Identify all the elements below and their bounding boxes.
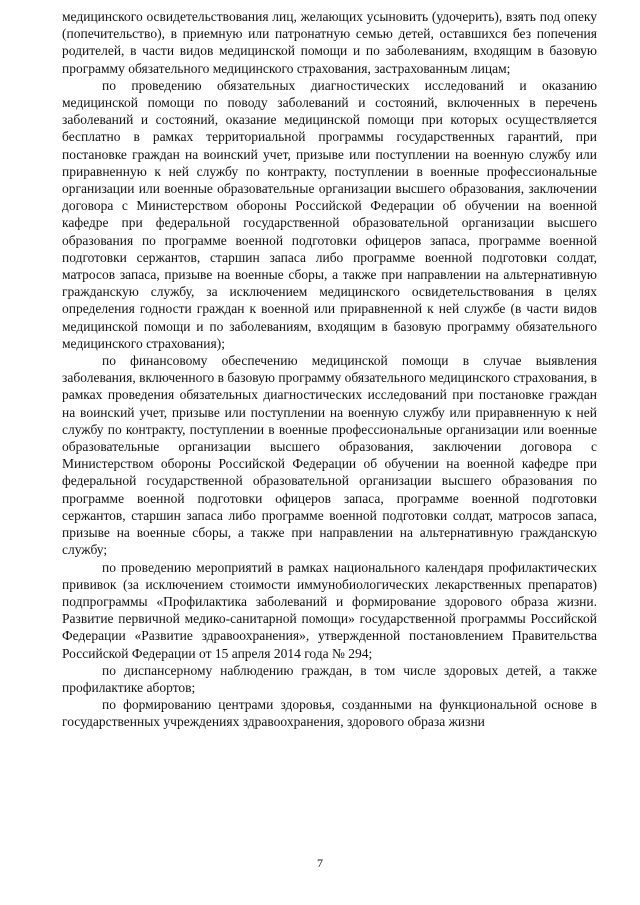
paragraph-dispensary-observation: по диспансерному наблюдению граждан, в том числе здоровых детей, а также профилактике абортов;	[62, 662, 597, 695]
paragraph-vaccination-calendar: по проведению мероприятий в рамках национального календаря профилактических прививок (за исключением стоимости иммунобиологических лекарственных препаратов) подпрограммы «Профилактика заболеваний и формирование здорового образа жизни. Развитие первичной медико-санитарной помощи» государственной программы Российской Федерации «Развитие здравоохранения», утвержденной постановлением Правительства Российской Федерации от 15 апреля 2014 года № 294;	[62, 559, 597, 661]
paragraph-financial-support-detected-disease: по финансовому обеспечению медицинской помощи в случае выявления заболевания, включенного в базовую программу обязательного медицинского страхования, в рамках проведения обязательных диагностических исследований при постановке граждан на воинский учет, призыве или поступлении на военную службу или приравненную к ней службу по контракту, поступлении в военные профессиональные организации или военные образовательные организации высшего образования, заключении договора с Министерством обороны Российской Федерации об обучении на военной кафедре при федеральной государственной образовательной организации высшего образования по программе военной подготовки офицеров запаса, программе военной подготовки сержантов, старшин запаса либо программе военной подготовки солдат, матросов запаса, призыве на военные сборы, а также при направлении на альтернативную гражданскую службу;	[62, 353, 597, 558]
paragraph-medical-examination-adoption: медицинского освидетельствования лиц, желающих усыновить (удочерить), взять под опеку (попечительство), в приемную или патронатную семью детей, оставшихся без попечения родителей, в части видов медицинской помощи и по заболеваниям, входящим в базовую программу обязательного медицинского страхования, застрахованным лицам;	[62, 9, 597, 76]
paragraph-military-registration-examinations: по проведению обязательных диагностических исследований и оказанию медицинской помощи по поводу заболеваний и состояний, включенных в перечень заболеваний и состояний, оказание медицинской помощи при которых осуществляется бесплатно в рамках территориальной программы государственных гарантий, при постановке граждан на воинский учет, призыве или поступлении на военную службу или приравненную к ней службу по контракту, поступлении в военные профессиональные организации или военные образовательные организации высшего образования, заключении договора с Министерством обороны Российской Федерации об обучении на военной кафедре при федеральной государственной образовательной организации высшего образования по программе военной подготовки офицеров запаса, программе военной подготовки сержантов, старшин запаса либо программе военной подготовки солдат, матросов запаса, призыве на военные сборы, а также при направлении на альтернативную гражданскую службу, за исключением медицинского освидетельствования в целях определения годности граждан к военной или приравненной к ней службе (в части видов медицинской помощи и по заболеваниям, входящим в базовую программу обязательного медицинского страхования);	[62, 77, 597, 351]
page-number: 7	[317, 856, 323, 870]
document-body	[62, 8, 597, 731]
paragraph-health-centers: по формированию центрами здоровья, созданными на функциональной основе в государственных учреждениях здравоохранения, здорового образа жизни	[62, 697, 597, 730]
